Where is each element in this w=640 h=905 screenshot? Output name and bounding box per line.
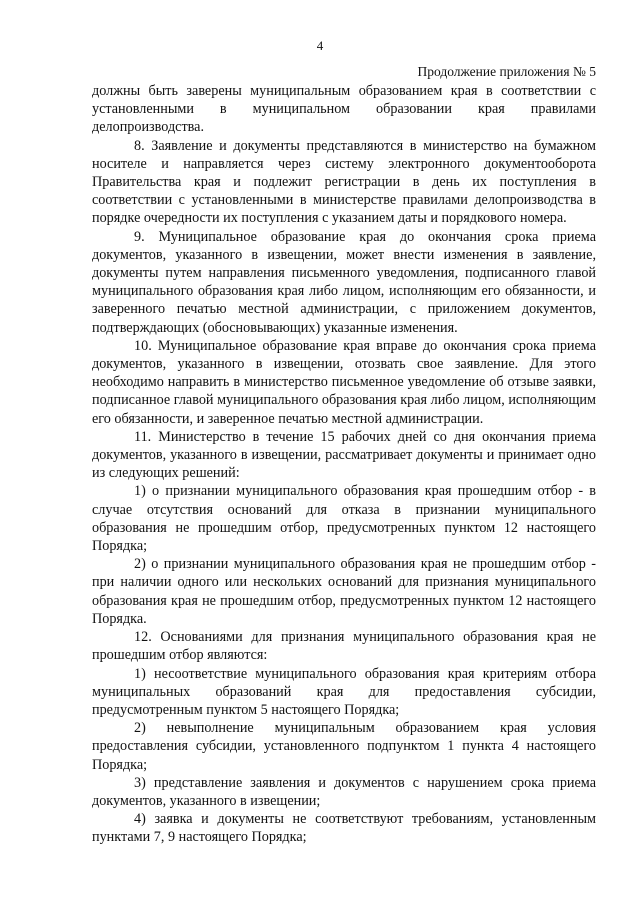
paragraph-item-11-sub-2: 2) о признании муниципального образования края не прошедшим отбор - при наличии одного или нескольких оснований для признания муниципального образования края не прошедшим отбор, предусмотренных пунктом 12 настоящего Порядка. xyxy=(92,556,596,627)
paragraph-item-11: 11. Министерство в течение 15 рабочих дней со дня окончания приема документов, указанного в извещении, рассматривает документы и принимает одно из следующих решений: xyxy=(92,428,596,482)
paragraph-item-12-sub-4: 4) заявка и документы не соответствуют требованиям, установленным пунктами 7, 9 настоящего Порядка; xyxy=(92,811,596,846)
paragraph-item-8: 8. Заявление и документы представляются в министерство на бумажном носителе и направляется через систему электронного документооборота Правительства края и подлежит регистрации в день их поступления в соответствии с установленными в министерстве правилами делопроизводства в порядке очередности их поступления с указанием даты и порядкового номера. xyxy=(92,137,596,227)
page-number: 4 xyxy=(316,38,324,53)
paragraph-item-9: 9. Муниципальное образование края до окончания срока приема документов, указанного в извещении, может внести изменения в заявление, документы путем направления письменного уведомления, подписанного главой муниципального образования края либо лицом, исполняющим его обязанности, и заверенного печатью местной администрации, с приложением документов, подтверждающих (обосновывающих) указанные изменения. xyxy=(92,228,596,336)
paragraph-item-12: 12. Основаниями для признания муниципального образования края не прошедшим отбор являются: xyxy=(92,629,596,664)
paragraph-item-12-sub-2: 2) невыполнение муниципальным образованием края условия предоставления субсидии, установленного подпунктом 1 пункта 4 настоящего Порядка; xyxy=(92,720,596,773)
paragraph-continuation: должны быть заверены муниципальным образованием края в соответствии с установленными в муниципальном образовании края правилами делопроизводства. xyxy=(92,83,596,136)
paragraph-item-12-sub-1: 1) несоответствие муниципального образования края критериям отбора муниципальных образований края для предоставления субсидии, предусмотренным пунктом 5 настоящего Порядка; xyxy=(92,665,596,718)
paragraph-item-11-sub-1: 1) о признании муниципального образования края прошедшим отбор - в случае отсутствия оснований для отказа в признании муниципального образования не прошедшим отбор, предусмотренных пунктом 12 настоящего Порядка; xyxy=(92,483,596,555)
paragraph-item-12-sub-3: 3) представление заявления и документов с нарушением срока приема документов, указанного в извещении; xyxy=(92,774,596,809)
document-body xyxy=(92,82,596,847)
appendix-continuation-note: Продолжение приложения № 5 xyxy=(417,64,596,79)
paragraph-item-10: 10. Муниципальное образование края вправе до окончания срока приема документов, указанного в извещении, отозвать свое заявление. Для этого необходимо направить в министерство письменное уведомление об отзыве заявки, подписанное главой муниципального образования края либо лицом, исполняющим его обязанности, и заверенное печатью местной администрации. xyxy=(92,337,596,427)
